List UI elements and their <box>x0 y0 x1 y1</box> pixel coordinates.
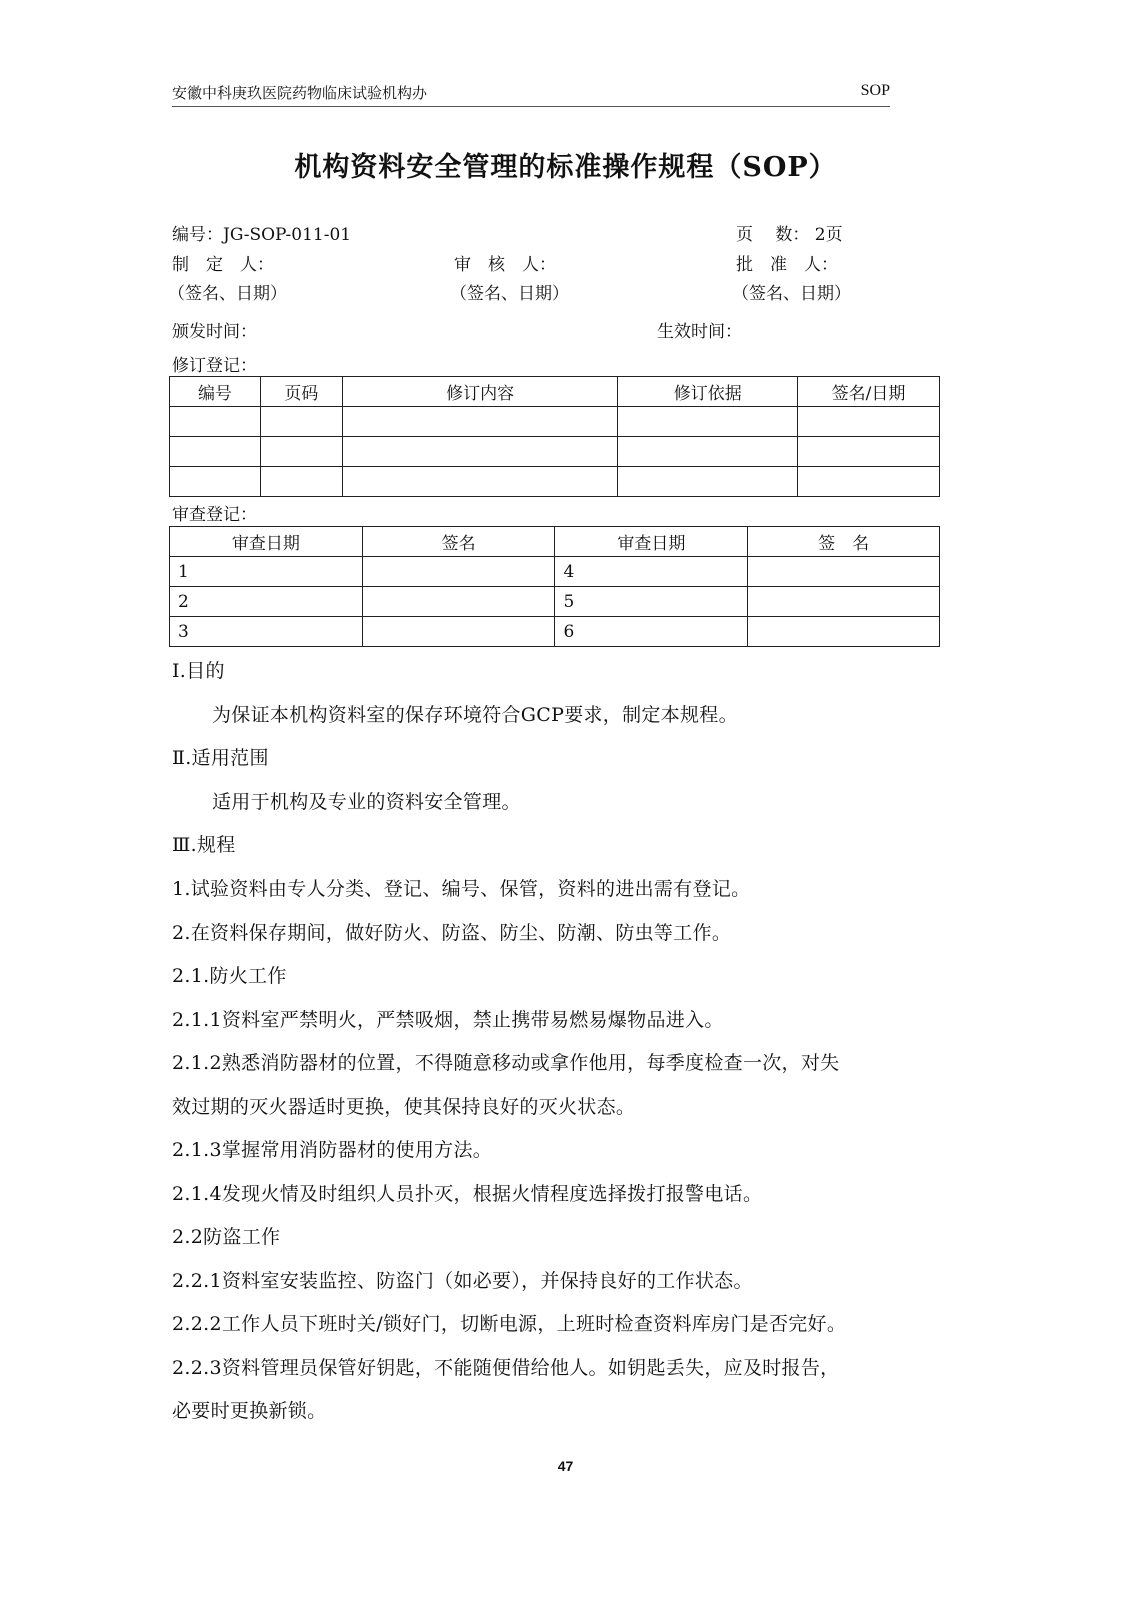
review-row-number: 3 <box>170 617 363 647</box>
procedure-item: 2.1.4发现火情及时组织人员扑灭，根据火情程度选择拨打报警电话。 <box>172 1183 763 1205</box>
revision-log-label: 修订登记： <box>172 356 257 376</box>
table-cell <box>748 587 940 617</box>
header-institution: 安徽中科庚玖医院药物临床试验机构办 <box>172 84 428 102</box>
table-row <box>170 467 940 497</box>
revision-table <box>169 376 940 497</box>
table-cell <box>342 437 618 467</box>
reviewer-label: 审 核 人： <box>454 255 556 275</box>
review-log-label: 审查登记： <box>172 505 257 525</box>
table-cell <box>618 407 798 437</box>
section-heading-purpose: Ⅰ.目的 <box>172 660 225 682</box>
reviewer-sign-hint: （签名、日期） <box>450 284 569 304</box>
subsection-heading-theft: 2.2防盗工作 <box>172 1226 281 1248</box>
issue-date-label: 颁发时间： <box>172 322 257 342</box>
review-col-date-2: 审查日期 <box>555 527 748 557</box>
doc-code: 编号：JG-SOP-011-01 <box>172 225 352 245</box>
table-cell <box>618 437 798 467</box>
table-cell <box>260 467 342 497</box>
table-cell <box>798 407 940 437</box>
section-heading-procedure: Ⅲ.规程 <box>172 834 236 856</box>
section-heading-scope: Ⅱ.适用范围 <box>172 747 269 769</box>
revision-col-basis: 修订依据 <box>618 377 798 407</box>
scope-text: 适用于机构及专业的资料安全管理。 <box>212 791 521 813</box>
table-cell <box>748 617 940 647</box>
review-row-number: 5 <box>555 587 748 617</box>
table-row <box>170 617 940 647</box>
table-cell <box>260 407 342 437</box>
review-row-number: 1 <box>170 557 363 587</box>
maker-sign-hint: （签名、日期） <box>168 284 287 304</box>
review-col-date-1: 审查日期 <box>170 527 363 557</box>
page-count: 页 数： 2页 <box>736 225 843 245</box>
table-cell <box>362 557 555 587</box>
table-cell <box>362 617 555 647</box>
review-row-number: 2 <box>170 587 363 617</box>
table-cell <box>170 437 261 467</box>
revision-col-sign-date: 签名/日期 <box>798 377 940 407</box>
purpose-text: 为保证本机构资料室的保存环境符合GCP要求，制定本规程。 <box>212 704 738 726</box>
approver-label: 批 准 人： <box>736 255 838 275</box>
review-row-number: 6 <box>555 617 748 647</box>
procedure-item: 2.1.1资料室严禁明火，严禁吸烟，禁止携带易燃易爆物品进入。 <box>172 1009 724 1031</box>
table-cell <box>798 467 940 497</box>
maker-label: 制 定 人： <box>172 255 274 275</box>
procedure-item: 2.2.3资料管理员保管好钥匙，不能随便借给他人。如钥匙丢失，应及时报告， <box>172 1357 840 1379</box>
procedure-item: 1.试验资料由专人分类、登记、编号、保管，资料的进出需有登记。 <box>172 878 751 900</box>
table-cell <box>618 467 798 497</box>
procedure-item: 2.1.3掌握常用消防器材的使用方法。 <box>172 1139 493 1161</box>
review-col-sign-2: 签 名 <box>748 527 940 557</box>
table-cell <box>260 437 342 467</box>
table-cell <box>342 407 618 437</box>
header-sop: SOP <box>860 82 890 99</box>
procedure-item: 2.在资料保存期间，做好防火、防盗、防尘、防潮、防虫等工作。 <box>172 922 732 944</box>
table-row <box>170 437 940 467</box>
procedure-item: 2.2.1资料室安装监控、防盗门（如必要），并保持良好的工作状态。 <box>172 1270 753 1292</box>
revision-col-page: 页码 <box>260 377 342 407</box>
review-row-number: 4 <box>555 557 748 587</box>
review-header-row <box>170 527 940 557</box>
table-row <box>170 557 940 587</box>
page-number: 47 <box>557 1458 574 1474</box>
subsection-heading-fire: 2.1.防火工作 <box>172 965 287 987</box>
table-row <box>170 587 940 617</box>
revision-col-content: 修订内容 <box>342 377 618 407</box>
document-title: 机构资料安全管理的标准操作规程（SOP） <box>294 152 837 183</box>
revision-col-number: 编号 <box>170 377 261 407</box>
table-cell <box>748 557 940 587</box>
revision-header-row <box>170 377 940 407</box>
table-cell <box>798 437 940 467</box>
table-cell <box>362 587 555 617</box>
table-cell <box>170 467 261 497</box>
review-col-sign-1: 签名 <box>362 527 555 557</box>
table-cell <box>170 407 261 437</box>
procedure-item-continued: 效过期的灭火器适时更换，使其保持良好的灭火状态。 <box>172 1096 636 1118</box>
procedure-item: 2.1.2熟悉消防器材的位置，不得随意移动或拿作他用，每季度检查一次，对失 <box>172 1052 840 1074</box>
procedure-item: 2.2.2工作人员下班时关/锁好门，切断电源，上班时检查资料库房门是否完好。 <box>172 1313 847 1335</box>
page-header <box>172 82 890 107</box>
table-cell <box>342 467 618 497</box>
review-table <box>169 526 940 647</box>
table-row <box>170 407 940 437</box>
procedure-item-continued: 必要时更换新锁。 <box>172 1400 327 1422</box>
effective-date-label: 生效时间： <box>657 322 742 342</box>
approver-sign-hint: （签名、日期） <box>732 284 851 304</box>
